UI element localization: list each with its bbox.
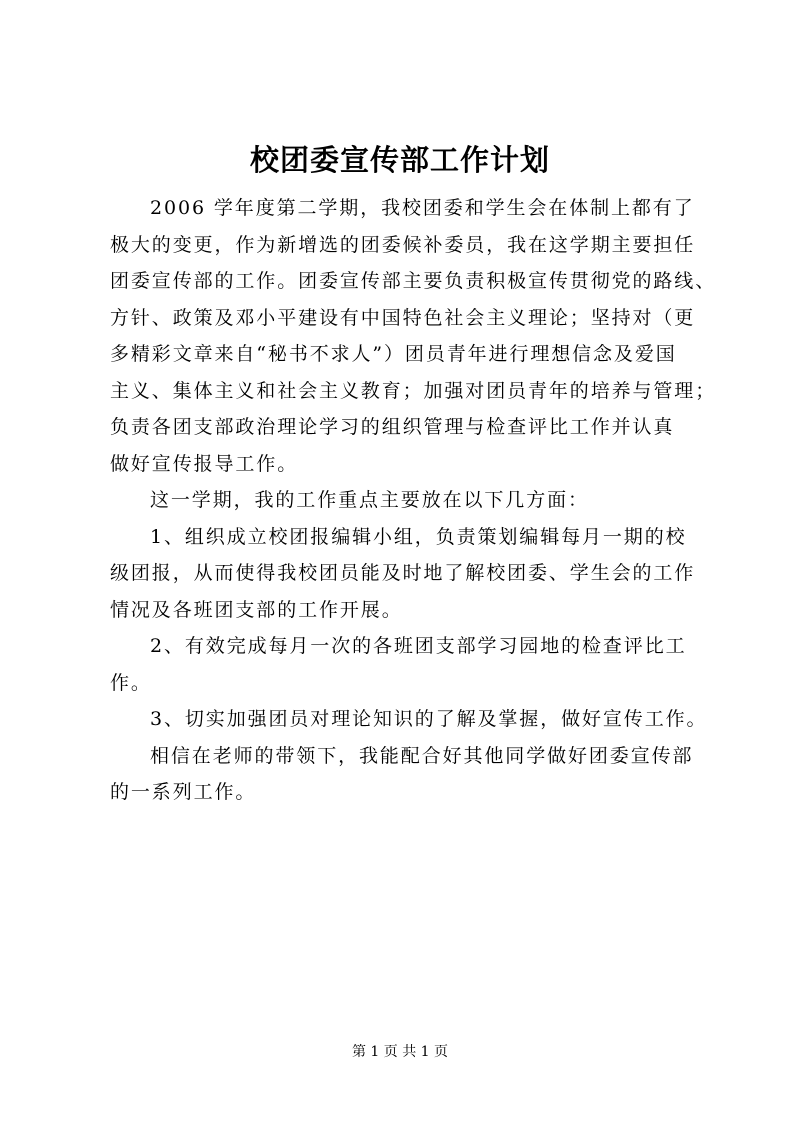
paragraph-line: 3、切实加强团员对理论知识的了解及掌握，做好宣传工作。 [150,708,708,730]
paragraph-line: 的一系列工作。 [110,781,257,803]
paragraph-line: 情况及各班团支部的工作开展。 [110,598,403,621]
paragraph-line: 负责各团支部政治理论学习的组织管理与检查评比工作并认真 [110,416,675,438]
paragraph-line: 2、有效完成每月一次的各班团支部学习园地的检查评比工 [150,635,687,657]
paragraph-line: 极大的变更，作为新增选的团委候补委员，我在这学期主要担任 [110,233,696,256]
paragraph-line: 方针、政策及邓小平建设有中国特色社会主义理论；坚持对（更 [110,306,696,329]
paragraph-line: 主义、集体主义和社会主义教育；加强对团员青年的培养与管理； [110,379,717,402]
paragraph-line: 作。 [110,671,152,694]
paragraph-line: 做好宣传报导工作。 [110,452,299,475]
page-footer: 第 1 页 共 1 页 [351,1044,449,1060]
paragraph-line: 多精彩文章来自“秘书不求人”）团员青年进行理想信念及爱国 [110,343,677,365]
paragraph-line: 1、组织成立校团报编辑小组，负责策划编辑每月一期的校 [150,525,687,548]
paragraph-line: 级团报，从而使得我校团员能及时地了解校团委、学生会的工作 [110,562,696,584]
document-title: 校团委宣传部工作计划 [249,143,550,177]
document-body [110,190,717,811]
paragraph-line: 团委宣传部的工作。团委宣传部主要负责积极宣传贯彻党的路线、 [110,270,717,292]
paragraph-line: 相信在老师的带领下，我能配合好其他同学做好团委宣传部 [150,744,694,767]
paragraph-line: 2006 学年度第二学期，我校团委和学生会在体制上都有了 [150,197,695,219]
paragraph-line: 这一学期，我的工作重点主要放在以下几方面： [150,489,589,511]
